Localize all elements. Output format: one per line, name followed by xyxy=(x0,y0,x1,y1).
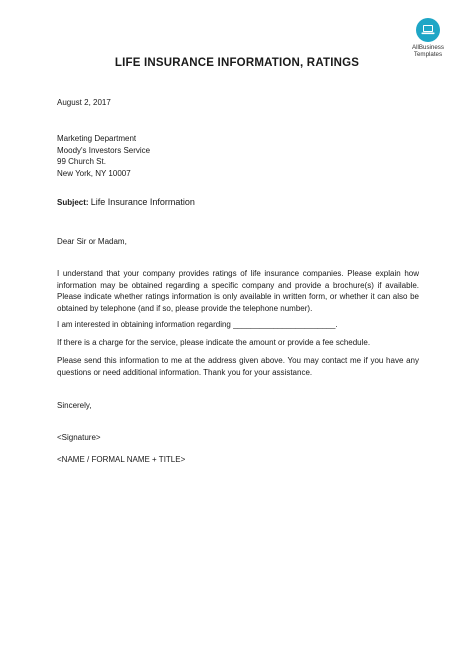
subject-line xyxy=(57,197,195,209)
paragraph-1: I understand that your company provides ratings of life insurance companies. Please explain how information may be obtained regarding a specific company and provide a brochure(s) if available. Please indicate whether ratings information is only available in written form, or whether it can also be obtained by telephone (and if so, please provide the telephone number). xyxy=(57,269,419,313)
name-title-placeholder: <NAME / FORMAL NAME + TITLE> xyxy=(57,455,186,464)
letter-date: August 2, 2017 xyxy=(57,98,111,107)
signature-placeholder: <Signature> xyxy=(57,433,101,442)
subject-value: Life Insurance Information xyxy=(90,197,195,207)
recipient-line4: New York, NY 10007 xyxy=(57,168,131,178)
recipient-line1: Marketing Department xyxy=(57,134,137,143)
document-title: LIFE INSURANCE INFORMATION, RATINGS xyxy=(114,57,360,69)
salutation: Dear Sir or Madam, xyxy=(57,237,127,246)
recipient-line3: 99 Church St. xyxy=(57,157,106,166)
subject-label: Subject: xyxy=(57,198,89,207)
logo-line1: AllBusiness xyxy=(412,44,444,51)
closing: Sincerely, xyxy=(57,401,92,410)
recipient-line2: Moody's Investors Service xyxy=(57,145,151,155)
paragraph-3: If there is a charge for the service, please indicate the amount or provide a fee schedule. xyxy=(57,338,371,347)
logo-line2: Templates xyxy=(413,51,443,58)
paragraph-2: I am interested in obtaining information regarding _______________________. xyxy=(57,320,338,329)
paragraph-4: Please send this information to me at the address given above. You may contact me if you have any questions or need additional information. Thank you for your assistance. xyxy=(57,356,419,377)
laptop-icon xyxy=(416,18,440,42)
brand-logo xyxy=(404,18,452,58)
